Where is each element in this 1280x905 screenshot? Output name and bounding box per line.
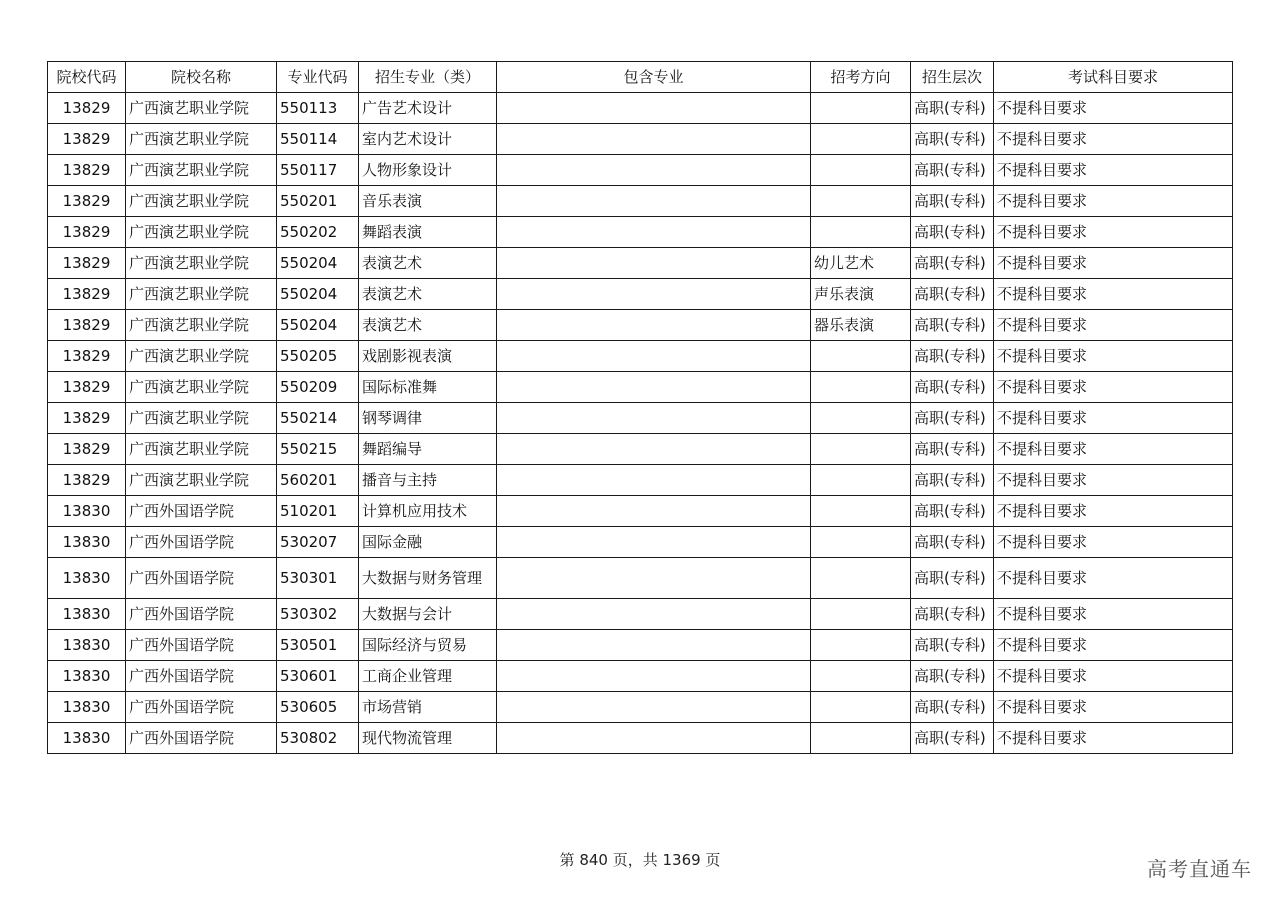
cell-school-code: 13829 <box>48 279 126 310</box>
table-row <box>48 279 1233 310</box>
cell-subject-requirement: 不提科目要求 <box>994 527 1233 558</box>
table-row <box>48 155 1233 186</box>
cell-major-code: 550205 <box>277 341 359 372</box>
cell-school-code: 13829 <box>48 155 126 186</box>
cell-school-name: 广西外国语学院 <box>126 661 277 692</box>
table-body <box>48 93 1233 754</box>
cell-major-code: 530302 <box>277 599 359 630</box>
cell-direction <box>811 403 911 434</box>
cell-school-code: 13830 <box>48 661 126 692</box>
cell-major-name: 国际经济与贸易 <box>359 630 497 661</box>
cell-major-name: 表演艺术 <box>359 248 497 279</box>
cell-school-name: 广西演艺职业学院 <box>126 341 277 372</box>
table-row <box>48 465 1233 496</box>
cell-direction <box>811 217 911 248</box>
cell-major-name: 人物形象设计 <box>359 155 497 186</box>
header-level: 招生层次 <box>911 62 994 93</box>
cell-major-code: 550201 <box>277 186 359 217</box>
cell-included-majors <box>497 723 811 754</box>
cell-school-code: 13829 <box>48 403 126 434</box>
cell-level: 高职(专科) <box>911 599 994 630</box>
cell-level: 高职(专科) <box>911 496 994 527</box>
cell-direction <box>811 465 911 496</box>
cell-school-code: 13830 <box>48 599 126 630</box>
cell-school-name: 广西演艺职业学院 <box>126 465 277 496</box>
table-row <box>48 496 1233 527</box>
cell-level: 高职(专科) <box>911 248 994 279</box>
cell-school-name: 广西演艺职业学院 <box>126 186 277 217</box>
cell-major-code: 550114 <box>277 124 359 155</box>
cell-subject-requirement: 不提科目要求 <box>994 465 1233 496</box>
cell-subject-requirement: 不提科目要求 <box>994 124 1233 155</box>
cell-level: 高职(专科) <box>911 186 994 217</box>
cell-level: 高职(专科) <box>911 279 994 310</box>
cell-subject-requirement: 不提科目要求 <box>994 723 1233 754</box>
cell-subject-requirement: 不提科目要求 <box>994 403 1233 434</box>
cell-direction <box>811 558 911 599</box>
cell-subject-requirement: 不提科目要求 <box>994 217 1233 248</box>
cell-subject-requirement: 不提科目要求 <box>994 630 1233 661</box>
cell-major-name: 戏剧影视表演 <box>359 341 497 372</box>
cell-included-majors <box>497 93 811 124</box>
cell-included-majors <box>497 496 811 527</box>
cell-included-majors <box>497 155 811 186</box>
cell-direction <box>811 692 911 723</box>
header-school-code: 院校代码 <box>48 62 126 93</box>
cell-subject-requirement: 不提科目要求 <box>994 186 1233 217</box>
header-school-name: 院校名称 <box>126 62 277 93</box>
header-major-code: 专业代码 <box>277 62 359 93</box>
cell-included-majors <box>497 558 811 599</box>
cell-level: 高职(专科) <box>911 630 994 661</box>
cell-major-name: 国际标准舞 <box>359 372 497 403</box>
cell-school-code: 13829 <box>48 217 126 248</box>
header-included-majors: 包含专业 <box>497 62 811 93</box>
cell-direction <box>811 527 911 558</box>
cell-subject-requirement: 不提科目要求 <box>994 599 1233 630</box>
table-row <box>48 692 1233 723</box>
cell-direction <box>811 186 911 217</box>
table-row <box>48 434 1233 465</box>
cell-included-majors <box>497 434 811 465</box>
cell-major-code: 530601 <box>277 661 359 692</box>
cell-school-name: 广西外国语学院 <box>126 723 277 754</box>
cell-level: 高职(专科) <box>911 558 994 599</box>
cell-major-name: 大数据与会计 <box>359 599 497 630</box>
table-row <box>48 372 1233 403</box>
cell-major-name: 广告艺术设计 <box>359 93 497 124</box>
cell-subject-requirement: 不提科目要求 <box>994 248 1233 279</box>
cell-level: 高职(专科) <box>911 661 994 692</box>
table-row <box>48 217 1233 248</box>
table-row <box>48 558 1233 599</box>
cell-major-code: 550202 <box>277 217 359 248</box>
cell-school-name: 广西外国语学院 <box>126 558 277 599</box>
cell-included-majors <box>497 372 811 403</box>
cell-major-code: 510201 <box>277 496 359 527</box>
cell-subject-requirement: 不提科目要求 <box>994 661 1233 692</box>
cell-major-code: 550204 <box>277 248 359 279</box>
cell-direction <box>811 372 911 403</box>
cell-school-name: 广西演艺职业学院 <box>126 372 277 403</box>
cell-school-name: 广西外国语学院 <box>126 630 277 661</box>
cell-major-code: 550117 <box>277 155 359 186</box>
header-direction: 招考方向 <box>811 62 911 93</box>
cell-major-code: 530605 <box>277 692 359 723</box>
cell-level: 高职(专科) <box>911 341 994 372</box>
cell-included-majors <box>497 124 811 155</box>
cell-level: 高职(专科) <box>911 124 994 155</box>
cell-direction <box>811 341 911 372</box>
cell-school-code: 13830 <box>48 496 126 527</box>
header-major: 招生专业（类） <box>359 62 497 93</box>
cell-included-majors <box>497 403 811 434</box>
cell-direction <box>811 496 911 527</box>
cell-school-name: 广西演艺职业学院 <box>126 403 277 434</box>
cell-major-code: 560201 <box>277 465 359 496</box>
cell-direction <box>811 124 911 155</box>
cell-level: 高职(专科) <box>911 692 994 723</box>
table-row <box>48 341 1233 372</box>
cell-school-code: 13829 <box>48 93 126 124</box>
cell-major-name: 表演艺术 <box>359 310 497 341</box>
cell-direction: 器乐表演 <box>811 310 911 341</box>
cell-level: 高职(专科) <box>911 310 994 341</box>
cell-school-name: 广西演艺职业学院 <box>126 279 277 310</box>
table-row <box>48 403 1233 434</box>
watermark-text: 高考直通车 <box>1147 857 1252 881</box>
header-row <box>48 62 1233 93</box>
cell-school-name: 广西外国语学院 <box>126 692 277 723</box>
cell-school-code: 13830 <box>48 558 126 599</box>
cell-school-code: 13830 <box>48 692 126 723</box>
cell-included-majors <box>497 661 811 692</box>
cell-school-name: 广西演艺职业学院 <box>126 124 277 155</box>
table-row <box>48 124 1233 155</box>
cell-subject-requirement: 不提科目要求 <box>994 279 1233 310</box>
table-row <box>48 661 1233 692</box>
cell-major-code: 530301 <box>277 558 359 599</box>
cell-direction <box>811 661 911 692</box>
cell-major-name: 国际金融 <box>359 527 497 558</box>
cell-school-name: 广西外国语学院 <box>126 527 277 558</box>
cell-subject-requirement: 不提科目要求 <box>994 372 1233 403</box>
cell-school-code: 13829 <box>48 465 126 496</box>
enrollment-table <box>47 61 1233 754</box>
cell-subject-requirement: 不提科目要求 <box>994 155 1233 186</box>
table-row <box>48 630 1233 661</box>
cell-included-majors <box>497 310 811 341</box>
cell-included-majors <box>497 279 811 310</box>
cell-school-code: 13829 <box>48 186 126 217</box>
cell-school-name: 广西外国语学院 <box>126 599 277 630</box>
cell-subject-requirement: 不提科目要求 <box>994 434 1233 465</box>
cell-major-name: 播音与主持 <box>359 465 497 496</box>
cell-major-name: 音乐表演 <box>359 186 497 217</box>
cell-direction: 声乐表演 <box>811 279 911 310</box>
cell-included-majors <box>497 692 811 723</box>
cell-level: 高职(专科) <box>911 155 994 186</box>
cell-school-name: 广西演艺职业学院 <box>126 310 277 341</box>
page-indicator: 第 840 页，共 1369 页 <box>559 851 721 869</box>
table-row <box>48 310 1233 341</box>
cell-direction <box>811 93 911 124</box>
cell-included-majors <box>497 599 811 630</box>
cell-level: 高职(专科) <box>911 93 994 124</box>
cell-level: 高职(专科) <box>911 434 994 465</box>
cell-major-code: 550204 <box>277 310 359 341</box>
cell-major-name: 舞蹈编导 <box>359 434 497 465</box>
cell-included-majors <box>497 527 811 558</box>
cell-school-code: 13829 <box>48 310 126 341</box>
cell-school-code: 13830 <box>48 723 126 754</box>
table-row <box>48 186 1233 217</box>
cell-major-name: 工商企业管理 <box>359 661 497 692</box>
cell-level: 高职(专科) <box>911 527 994 558</box>
cell-subject-requirement: 不提科目要求 <box>994 310 1233 341</box>
table-header <box>48 62 1233 93</box>
cell-direction <box>811 599 911 630</box>
cell-major-code: 550204 <box>277 279 359 310</box>
cell-level: 高职(专科) <box>911 723 994 754</box>
cell-school-name: 广西外国语学院 <box>126 496 277 527</box>
cell-subject-requirement: 不提科目要求 <box>994 93 1233 124</box>
cell-school-code: 13830 <box>48 630 126 661</box>
cell-level: 高职(专科) <box>911 403 994 434</box>
cell-school-code: 13829 <box>48 124 126 155</box>
cell-major-name: 大数据与财务管理 <box>359 558 497 599</box>
cell-major-code: 550215 <box>277 434 359 465</box>
table-row <box>48 723 1233 754</box>
cell-major-name: 舞蹈表演 <box>359 217 497 248</box>
cell-included-majors <box>497 630 811 661</box>
cell-school-code: 13829 <box>48 248 126 279</box>
cell-major-name: 市场营销 <box>359 692 497 723</box>
cell-major-name: 室内艺术设计 <box>359 124 497 155</box>
cell-included-majors <box>497 341 811 372</box>
cell-school-name: 广西演艺职业学院 <box>126 93 277 124</box>
cell-major-code: 550214 <box>277 403 359 434</box>
cell-direction <box>811 155 911 186</box>
cell-school-name: 广西演艺职业学院 <box>126 434 277 465</box>
cell-school-code: 13829 <box>48 434 126 465</box>
cell-major-code: 530207 <box>277 527 359 558</box>
cell-direction: 幼儿艺术 <box>811 248 911 279</box>
cell-school-code: 13830 <box>48 527 126 558</box>
table-row <box>48 93 1233 124</box>
cell-level: 高职(专科) <box>911 372 994 403</box>
cell-major-name: 表演艺术 <box>359 279 497 310</box>
cell-subject-requirement: 不提科目要求 <box>994 341 1233 372</box>
cell-direction <box>811 434 911 465</box>
cell-major-name: 钢琴调律 <box>359 403 497 434</box>
cell-major-code: 530501 <box>277 630 359 661</box>
table-row <box>48 599 1233 630</box>
cell-subject-requirement: 不提科目要求 <box>994 496 1233 527</box>
header-subject-requirement: 考试科目要求 <box>994 62 1233 93</box>
cell-school-code: 13829 <box>48 341 126 372</box>
cell-level: 高职(专科) <box>911 217 994 248</box>
cell-major-name: 现代物流管理 <box>359 723 497 754</box>
cell-level: 高职(专科) <box>911 465 994 496</box>
cell-school-code: 13829 <box>48 372 126 403</box>
cell-school-name: 广西演艺职业学院 <box>126 217 277 248</box>
cell-major-name: 计算机应用技术 <box>359 496 497 527</box>
cell-major-code: 550113 <box>277 93 359 124</box>
cell-school-name: 广西演艺职业学院 <box>126 155 277 186</box>
cell-included-majors <box>497 465 811 496</box>
cell-direction <box>811 723 911 754</box>
cell-included-majors <box>497 186 811 217</box>
cell-major-code: 550209 <box>277 372 359 403</box>
cell-major-code: 530802 <box>277 723 359 754</box>
cell-subject-requirement: 不提科目要求 <box>994 558 1233 599</box>
cell-included-majors <box>497 217 811 248</box>
cell-included-majors <box>497 248 811 279</box>
cell-school-name: 广西演艺职业学院 <box>126 248 277 279</box>
table-row <box>48 248 1233 279</box>
cell-subject-requirement: 不提科目要求 <box>994 692 1233 723</box>
cell-direction <box>811 630 911 661</box>
table-row <box>48 527 1233 558</box>
